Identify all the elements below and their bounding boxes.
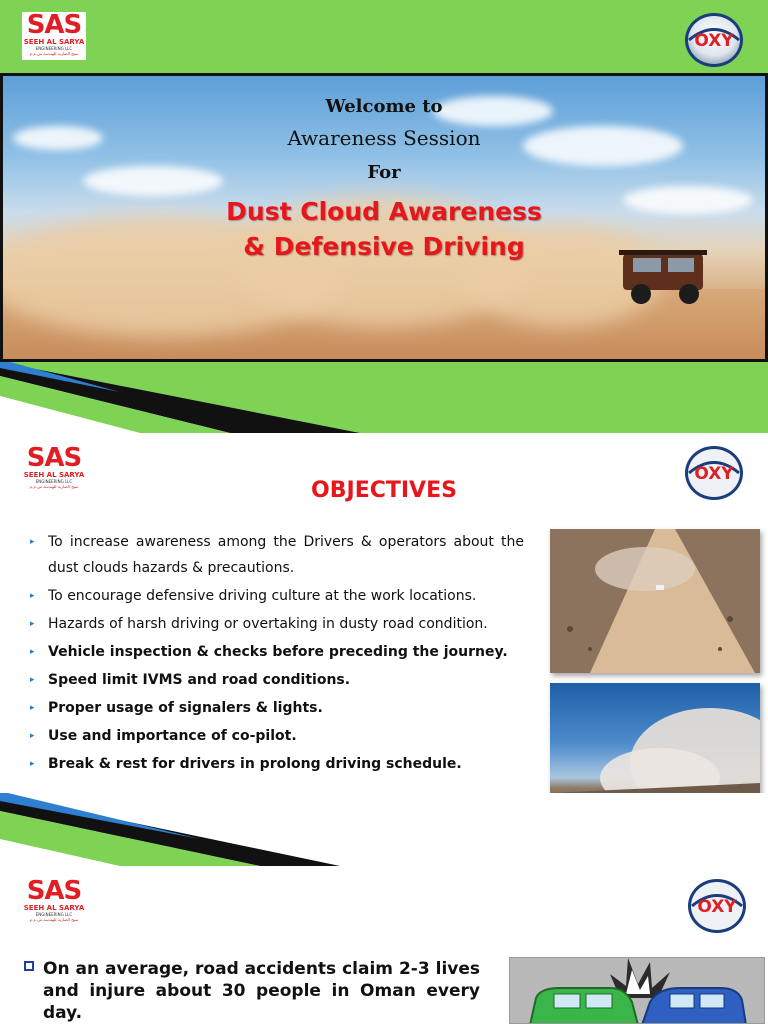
sas-logo-name: SEEH AL SARYA	[23, 471, 85, 479]
sas-logo-mark: SAS	[26, 443, 82, 473]
list-item: ▸ Hazards of harsh driving or overtaking in dusty road condition.	[30, 611, 524, 637]
sas-logo	[22, 878, 86, 926]
list-item: ▸ Proper usage of signalers & lights.	[30, 695, 524, 721]
oxy-logo-text: OXY	[694, 464, 734, 484]
statistic-statement	[24, 958, 480, 1024]
list-item: ▸ Break & rest for drivers in prolong driving schedule.	[30, 751, 524, 777]
slide-statistics	[0, 866, 768, 1024]
sas-logo-tagline: سيح الصارية للهندسة ش.م.م	[29, 484, 79, 489]
sas-logo-name: SEEH AL SARYA	[23, 904, 85, 912]
sas-logo-sub: ENGINEERING LLC	[35, 479, 73, 484]
sas-logo-tagline: سيح الصارية للهندسة ش.م.م	[29, 51, 79, 56]
for-text: For	[367, 162, 401, 183]
banner-image	[0, 73, 768, 362]
sas-logo	[22, 12, 86, 60]
oxy-logo-text: OXY	[694, 31, 734, 51]
decorative-swoosh	[0, 793, 768, 866]
slide-title	[0, 0, 768, 433]
sas-logo-sub: ENGINEERING LLC	[35, 912, 73, 917]
statistic-text: On an average, road accidents claim 2-3 lives and injure about 30 people in Oman every day.	[43, 959, 480, 1023]
sas-logo-mark: SAS	[26, 10, 82, 40]
car-crash-illustration	[509, 957, 765, 1024]
list-item: ▸ Vehicle inspection & checks before preceding the journey.	[30, 639, 524, 665]
list-item: ▸ To encourage defensive driving culture at the work locations.	[30, 583, 524, 609]
sas-logo-sub: ENGINEERING LLC	[35, 46, 73, 51]
slide-objectives	[0, 433, 768, 866]
sas-logo-tagline: سيح الصارية للهندسة ش.م.م	[29, 917, 79, 922]
objectives-title: OBJECTIVES	[311, 478, 457, 503]
main-title-line2: & Defensive Driving	[243, 232, 525, 261]
main-title	[3, 194, 765, 264]
objectives-list	[30, 529, 524, 779]
list-item: ▸ Speed limit IVMS and road conditions.	[30, 667, 524, 693]
sas-logo-mark: SAS	[26, 876, 82, 906]
oxy-logo	[683, 11, 745, 69]
list-item: ▸ Use and importance of co-pilot.	[30, 723, 524, 749]
list-item: ▸ To increase awareness among the Drivers & operators about the dust clouds hazards & precautions.	[30, 529, 524, 581]
square-bullet-icon	[24, 961, 34, 971]
oxy-logo	[686, 877, 748, 935]
desert-road-photo	[550, 529, 760, 673]
oxy-logo-text: OXY	[697, 897, 737, 917]
welcome-text: Welcome to	[325, 96, 443, 117]
sas-logo-name: SEEH AL SARYA	[23, 38, 85, 46]
decorative-swoosh	[0, 362, 768, 433]
session-text: Awareness Session	[287, 126, 481, 150]
main-title-line1: Dust Cloud Awareness	[226, 197, 542, 226]
